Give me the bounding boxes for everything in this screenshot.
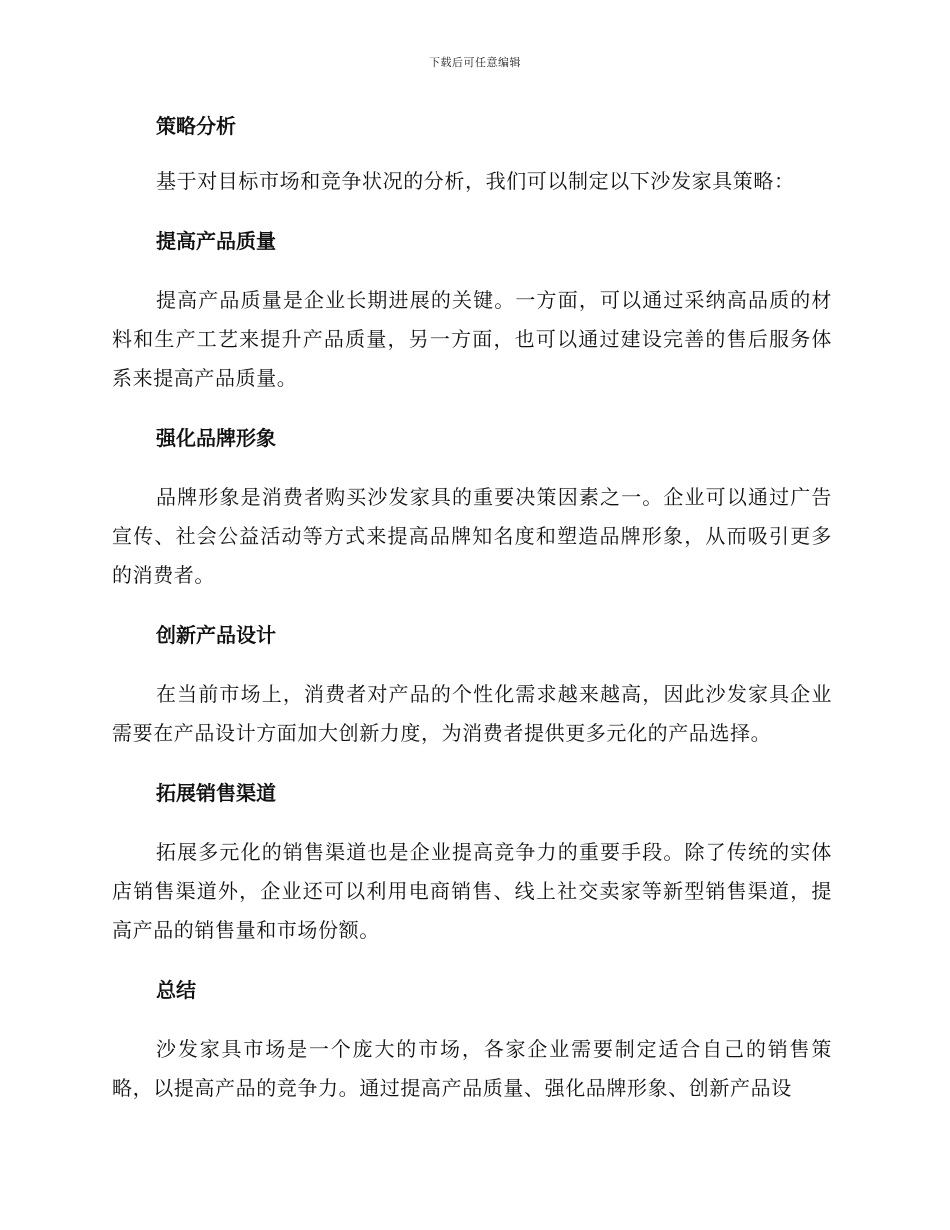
document-body [112, 108, 832, 1130]
section-paragraph-strategy-analysis: 基于对目标市场和竞争状况的分析，我们可以制定以下沙发家具策略： [156, 169, 795, 193]
section-heading-product-design: 创新产品设计 [156, 623, 276, 647]
section-paragraph-product-design: 在当前市场上，消费者对产品的个性化需求越来越高，因此沙发家具企业需要在产品设计方面加大创新力度，为消费者提供更多元化的产品选择。 [112, 682, 832, 745]
section-paragraph-sales-channels: 拓展多元化的销售渠道也是企业提高竞争力的重要手段。除了传统的实体店销售渠道外，企业还可以利用电商销售、线上社交卖家等新型销售渠道，提高产品的销售量和市场份额。 [112, 840, 832, 942]
section-paragraph-summary: 沙发家具市场是一个庞大的市场，各家企业需要制定适合自己的销售策略，以提高产品的竞争力。通过提高产品质量、强化品牌形象、创新产品设 [112, 1037, 832, 1100]
section-heading-strategy-analysis: 策略分析 [156, 114, 236, 138]
section-heading-sales-channels: 拓展销售渠道 [156, 781, 276, 805]
page-header: 下载后可任意编辑 [429, 56, 521, 69]
section-heading-brand-image: 强化品牌形象 [156, 426, 276, 450]
section-paragraph-brand-image: 品牌形象是消费者购买沙发家具的重要决策因素之一。企业可以通过广告宣传、社会公益活动等方式来提高品牌知名度和塑造品牌形象，从而吸引更多的消费者。 [112, 485, 832, 587]
section-heading-summary: 总结 [156, 978, 196, 1002]
section-paragraph-product-quality: 提高产品质量是企业长期进展的关键。一方面，可以通过采纳高品质的材料和生产工艺来提升产品质量，另一方面，也可以通过建设完善的售后服务体系来提高产品质量。 [112, 288, 832, 390]
section-heading-product-quality: 提高产品质量 [156, 229, 276, 253]
